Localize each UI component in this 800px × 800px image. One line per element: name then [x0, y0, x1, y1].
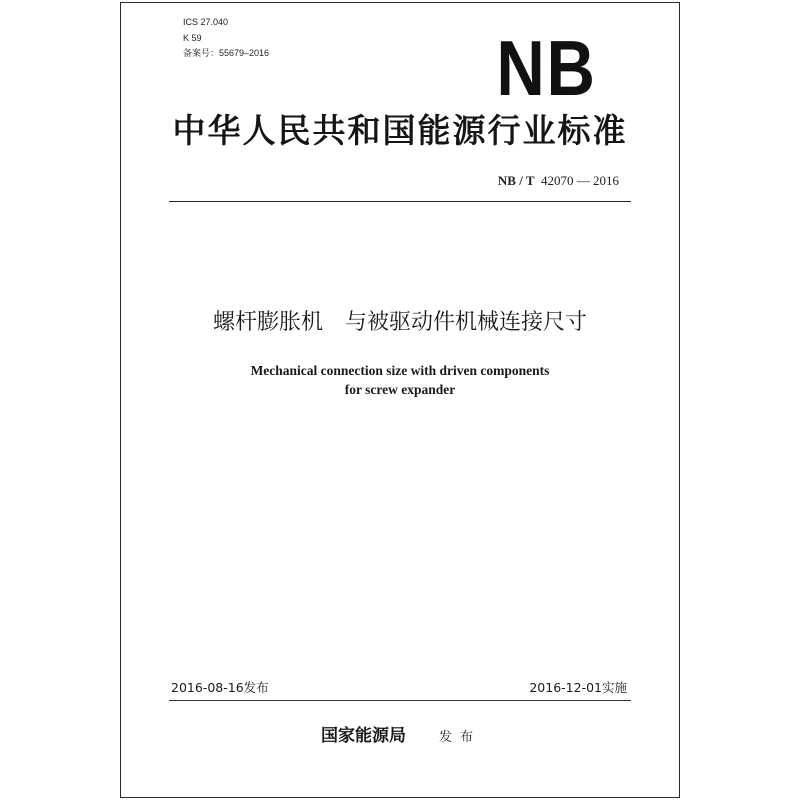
bottom-divider	[169, 700, 631, 701]
implementation-date: 2016-12-01实施	[529, 680, 627, 695]
top-divider	[169, 201, 631, 202]
standard-number-prefix: NB / T	[497, 173, 535, 188]
english-title-line-2: for screw expander	[344, 382, 456, 397]
nb-logo: NB	[496, 24, 597, 112]
registration-number: 备案号：55679–2016	[183, 48, 270, 58]
standard-category-title: 中华人民共和国能源行业标准	[172, 111, 628, 150]
chinese-title: 螺杆膨胀机 与被驱动件机械连接尺寸	[212, 310, 587, 335]
standard-number-code: 42070 — 2016	[541, 173, 619, 188]
standard-number	[498, 173, 619, 189]
publish-label: 发布	[439, 730, 482, 745]
k-classification: K 59	[183, 33, 202, 43]
publisher-name: 国家能源局	[321, 726, 406, 746]
ics-code: ICS 27.040	[183, 17, 229, 27]
standard-cover	[120, 2, 680, 798]
issue-date: 2016-08-16发布	[171, 680, 269, 695]
english-title-line-1: Mechanical connection size with driven components	[250, 363, 550, 378]
